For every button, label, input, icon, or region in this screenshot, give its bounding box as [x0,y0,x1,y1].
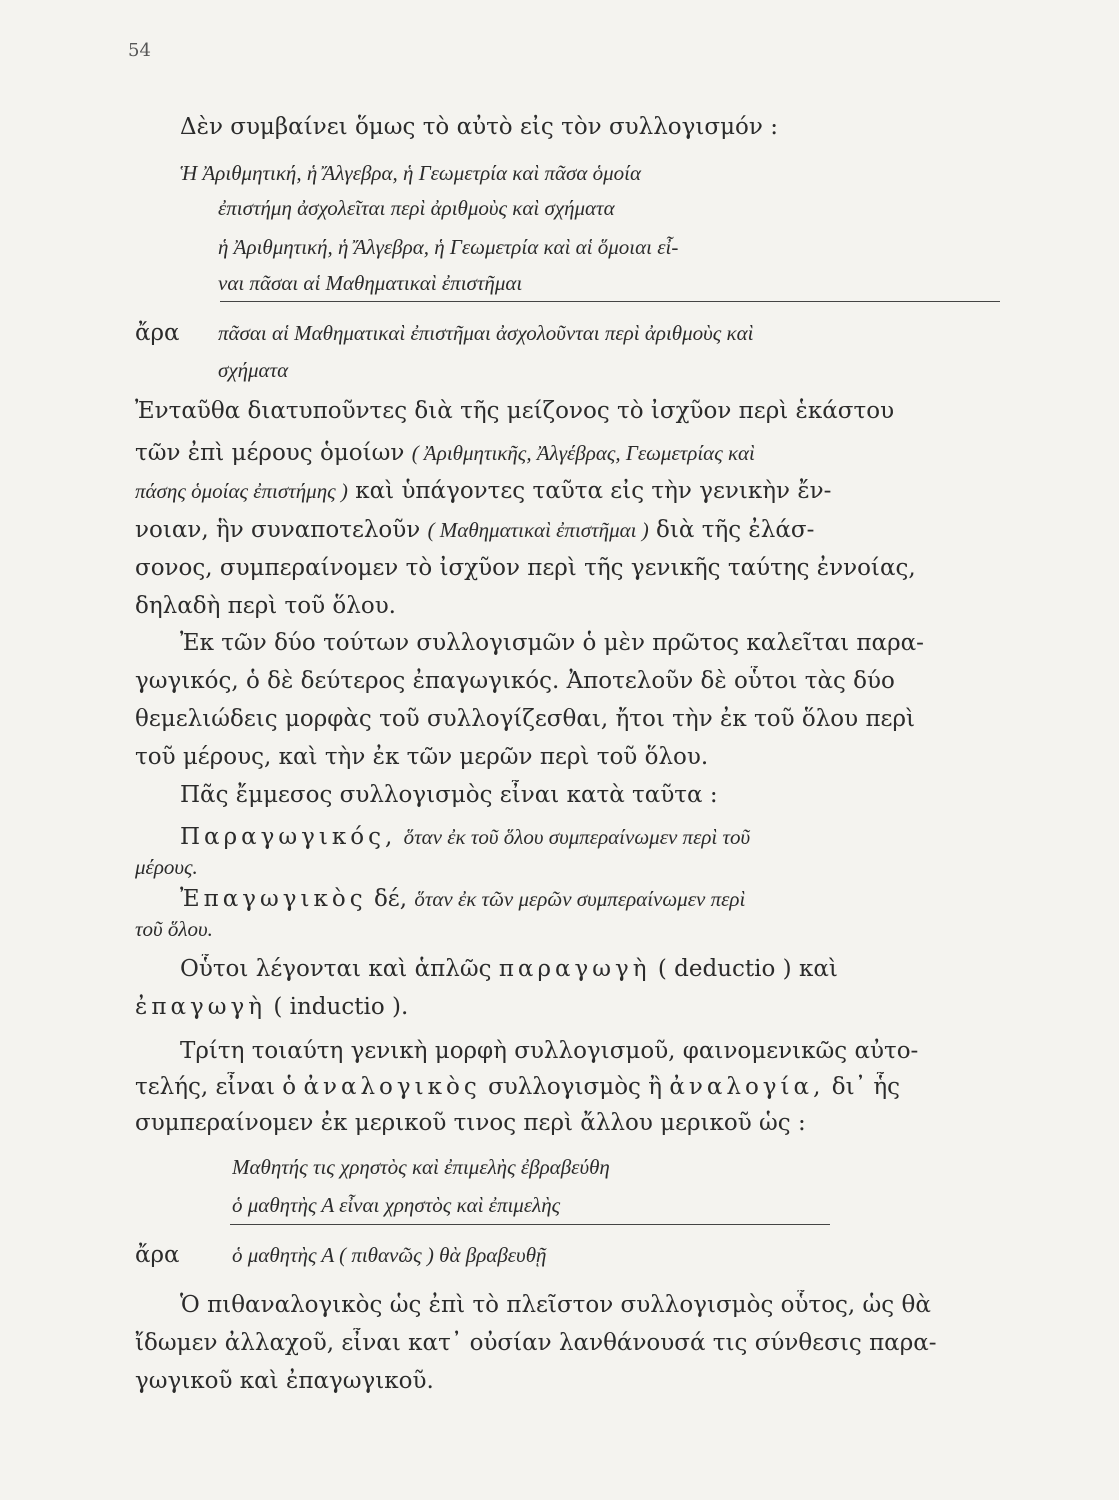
text-span: Οὗτοι λέγονται καὶ ἁπλῶς [180,956,492,982]
paragraph1-line: δηλαδὴ περὶ τοῦ ὅλου. [135,593,396,619]
syllogism1-premise-line: ἡ Ἀριθμητική, ἡ Ἄλγεβρα, ἡ Γεωμετρία καὶ αἱ ὅμοιαι εἶ- [218,235,679,259]
paragraph2-line: θεμελιώδεις μορφὰς τοῦ συλλογίζεσθαι, ἤτοι τὴν ἐκ τοῦ ὅλου περὶ [135,706,916,732]
intro-line: Δὲν συμβαίνει ὅμως τὸ αὐτὸ εἰς τὸν συλλογισμόν : [180,114,778,140]
paragraph2-line: Ἐκ τῶν δύο τούτων συλλογισμῶν ὁ μὲν πρῶτος καλεῖται παρα- [180,630,924,656]
syllogism1-premise-line: Ἡ Ἀριθμητική, ἡ Ἄλγεβρα, ἡ Γεωμετρία καὶ πᾶσα ὁμοία [180,161,642,185]
syllogism1-conclusion-line: πᾶσαι αἱ Μαθηματικαὶ ἐπιστῆμαι ἀσχολοῦνται περὶ ἀριθμοὺς καὶ [218,321,754,345]
spaced-term: Ἐπαγωγικὸς [180,886,367,912]
syllogism1-premise-line: ναι πᾶσαι αἱ Μαθηματικαὶ ἐπιστῆμαι [218,271,523,295]
paragraph1-line: Ἐνταῦθα διατυποῦντες διὰ τῆς μείζονος τὸ ἰσχῦον περὶ ἑκάστου [135,398,895,424]
syllogism1-rule [220,301,1000,302]
italic-span: ( Ἀριθμητικῆς, Ἀλγέβρας, Γεωμετρίας καὶ [411,441,755,465]
text-span: καὶ [798,956,838,982]
text-span: διὰ τῆς ἐλάσ- [656,517,815,543]
syllogism2-premise-line: Μαθητής τις χρηστὸς καὶ ἐπιμελὴς ἐβραβεύθη [232,1155,610,1179]
paragraph4-line: ἴδωμεν ἀλλαχοῦ, εἶναι κατ᾽ οὐσίαν λανθάνουσά τις σύνθεσις παρα- [135,1330,937,1356]
definition-inductive [180,884,1070,914]
syllogism2-premise-line: ὁ μαθητὴς Α εἶναι χρηστὸς καὶ ἐπιμελὴς [232,1193,561,1217]
italic-span: ὅταν ἐκ τῶν μερῶν συμπεραίνωμεν περὶ [414,887,746,911]
called-line [135,992,1025,1022]
definition-continuation: μέρους. [135,855,198,879]
text-span: συλλογισμὸς ἢ [488,1074,663,1100]
paragraph1-line [135,438,1025,468]
paragraph4-line: Ὁ πιθαναλογικὸς ὡς ἐπὶ τὸ πλεῖστον συλλογισμὸς οὗτος, ὡς θὰ [180,1292,931,1318]
text-span: δι᾽ ἧς [831,1074,901,1100]
syllogism1-conclusion-line: σχήματα [218,358,289,382]
latin-term: ( deductio ) [657,956,792,982]
paragraph1-line [135,515,1025,545]
paragraph3-line: συμπεραίνομεν ἐκ μερικοῦ τινος περὶ ἄλλου μερικοῦ ὡς : [135,1110,806,1136]
definition-continuation: τοῦ ὅλου. [135,917,213,941]
text-span: τῶν ἐπὶ μέρους ὁμοίων [135,440,405,466]
paragraph1-line: σονος, συμπεραίνομεν τὸ ἰσχῦον περὶ τῆς γενικῆς ταύτης ἐννοίας, [135,555,916,581]
syllogism2-conclusion-line: ὁ μαθητὴς Α ( πιθανῶς ) θὰ βραβευθῇ [232,1243,547,1267]
text-span: δέ, [373,886,408,912]
paragraph2-line: τοῦ μέρους, καὶ τὴν ἐκ τῶν μερῶν περὶ τοῦ ὅλου. [135,744,709,770]
paragraph1-line [135,476,1025,506]
paragraph3-line [135,1072,1025,1102]
paragraph4-line: γωγικοῦ καὶ ἐπαγωγικοῦ. [135,1368,434,1394]
spaced-term: ἀναλογία, [669,1074,825,1100]
called-line [180,954,1070,984]
mediate-line: Πᾶς ἔμμεσος συλλογισμὸς εἶναι κατὰ ταῦτα : [180,782,718,808]
definition-deductive [180,822,1070,852]
syllogism2-rule [230,1224,830,1225]
text-span: καὶ ὑπάγοντες ταῦτα εἰς τὴν γενικὴν ἔν- [355,478,832,504]
page-number: 54 [128,40,151,61]
text-span: νοιαν, ἣν συναποτελοῦν [135,517,421,543]
paragraph2-line: γωγικός, ὁ δὲ δεύτερος ἐπαγωγικός. Ἀποτελοῦν δὲ οὗτοι τὰς δύο [135,668,895,694]
paragraph3-line: Τρίτη τοιαύτη γενικὴ μορφὴ συλλογισμοῦ, φαινομενικῶς αὐτο- [180,1038,919,1064]
syllogism1-premise-line: ἐπιστήμη ἀσχολεῖται περὶ ἀριθμοὺς καὶ σχήματα [218,196,615,220]
italic-span: ( Μαθηματικαὶ ἐπιστῆμαι ) [427,518,649,542]
spaced-term: ἐπαγωγὴ [135,994,267,1020]
spaced-term: ἀναλογικὸς [303,1074,481,1100]
therefore-word: ἄρα [135,1242,180,1268]
latin-term: ( inductio ). [273,994,409,1020]
spaced-term: Παραγωγικός, [180,824,397,850]
italic-span: πάσης ὁμοίας ἐπιστήμης ) [135,479,348,503]
italic-span: ὅταν ἐκ τοῦ ὅλου συμπεραίνωμεν περὶ τοῦ [403,825,751,849]
therefore-word: ἄρα [135,320,180,346]
spaced-term: παραγωγὴ [498,956,651,982]
text-span: τελής, εἶναι ὁ [135,1074,297,1100]
